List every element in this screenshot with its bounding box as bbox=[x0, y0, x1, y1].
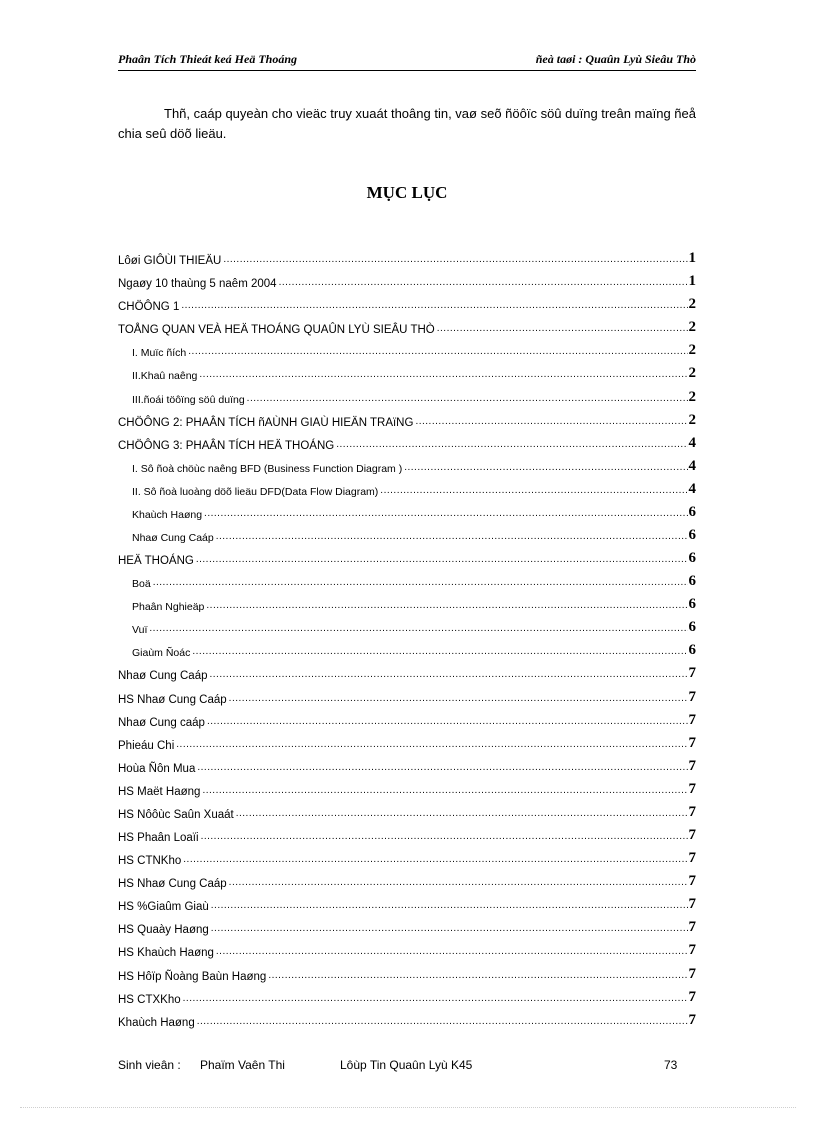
toc-leader-dots bbox=[202, 784, 687, 798]
toc-leader-dots bbox=[149, 622, 687, 636]
toc-entry-page: 7 bbox=[688, 942, 696, 959]
toc-entry-label: HS Quaày Haøng bbox=[118, 924, 209, 937]
toc-entry-label: Ngaøy 10 thaùng 5 naêm 2004 bbox=[118, 278, 277, 291]
toc-entry-label: Khaùch Haøng bbox=[118, 1016, 195, 1029]
page-header bbox=[118, 52, 696, 71]
toc-entry[interactable] bbox=[118, 983, 696, 1006]
toc-entry[interactable] bbox=[118, 267, 696, 290]
toc-entry[interactable] bbox=[118, 521, 696, 544]
toc-entry-page: 6 bbox=[688, 619, 696, 636]
toc-leader-dots bbox=[247, 392, 688, 406]
toc-leader-dots bbox=[279, 276, 688, 290]
footer-page-number: 73 bbox=[664, 1058, 678, 1072]
header-right-title: ñeà taøi : Quaûn Lyù Sieâu Thò bbox=[535, 52, 696, 66]
page-boundary-line bbox=[20, 1107, 796, 1108]
toc-entry[interactable] bbox=[118, 959, 696, 982]
toc-entry[interactable] bbox=[118, 729, 696, 752]
toc-leader-dots bbox=[236, 807, 688, 821]
toc-leader-dots bbox=[181, 299, 687, 313]
toc-entry-page: 1 bbox=[688, 250, 696, 267]
toc-entry-label: HS Hôïp Ñoàng Baùn Haøng bbox=[118, 970, 267, 983]
toc-entry-page: 7 bbox=[688, 803, 696, 820]
toc-leader-dots bbox=[437, 322, 688, 336]
toc-leader-dots bbox=[188, 345, 687, 359]
toc-leader-dots bbox=[216, 530, 688, 544]
toc-entry-label: HS Maët Haøng bbox=[118, 785, 201, 798]
toc-entry-page: 7 bbox=[688, 780, 696, 797]
toc-entry[interactable] bbox=[118, 475, 696, 498]
toc-entry-label: HS CTXKho bbox=[118, 993, 181, 1006]
toc-entry-label: Lôøi GIÔÙI THIEÄU bbox=[118, 255, 222, 268]
toc-leader-dots bbox=[380, 484, 687, 498]
toc-entry[interactable] bbox=[118, 429, 696, 452]
toc-entry-page: 2 bbox=[688, 388, 696, 405]
toc-entry[interactable] bbox=[118, 290, 696, 313]
toc-entry-page: 7 bbox=[688, 827, 696, 844]
toc-entry-page: 6 bbox=[688, 642, 696, 659]
toc-entry-label: Nhaø Cung Caáp bbox=[118, 670, 208, 683]
toc-entry[interactable] bbox=[118, 336, 696, 359]
toc-leader-dots bbox=[229, 876, 688, 890]
toc-entry[interactable] bbox=[118, 382, 696, 405]
toc-entry-page: 7 bbox=[688, 711, 696, 728]
toc-entry[interactable] bbox=[118, 567, 696, 590]
toc-entry-label: HS Khaùch Haøng bbox=[118, 947, 214, 960]
toc-entry-label: HS Phaân Loaïi bbox=[118, 832, 199, 845]
toc-entry[interactable] bbox=[118, 613, 696, 636]
toc-entry-page: 6 bbox=[688, 596, 696, 613]
toc-entry-page: 7 bbox=[688, 1011, 696, 1028]
toc-entry[interactable] bbox=[118, 313, 696, 336]
toc-leader-dots bbox=[153, 576, 688, 590]
toc-entry[interactable] bbox=[118, 244, 696, 267]
toc-leader-dots bbox=[223, 253, 687, 267]
toc-entry-label: CHÖÔNG 1 bbox=[118, 301, 180, 314]
toc-leader-dots bbox=[197, 761, 687, 775]
toc-entry-label: CHÖÔNG 2: PHAÂN TÍCH ñAÙNH GIAÙ HIEÄN TRAïNG bbox=[118, 416, 414, 429]
toc-leader-dots bbox=[268, 969, 687, 983]
toc-leader-dots bbox=[196, 553, 688, 567]
toc-entry-page: 2 bbox=[688, 411, 696, 428]
toc-entry-label: I. Muïc ñích bbox=[132, 347, 187, 360]
toc-entry-label: III.ñoái töôïng söû duïng bbox=[132, 393, 245, 406]
footer-student-name: Phaïm Vaên Thi bbox=[200, 1058, 285, 1072]
toc-entry-label: HEÄ THOÁNG bbox=[118, 555, 194, 568]
toc-leader-dots bbox=[216, 945, 688, 959]
toc-entry-page: 7 bbox=[688, 965, 696, 982]
toc-entry-page: 7 bbox=[688, 873, 696, 890]
toc-leader-dots bbox=[207, 715, 688, 729]
toc-entry-page: 7 bbox=[688, 688, 696, 705]
toc-entry[interactable] bbox=[118, 544, 696, 567]
toc-entry-label: II. Sô ñoà luoàng döõ lieäu DFD(Data Flow Diagram) bbox=[132, 485, 379, 498]
toc-entry-page: 4 bbox=[688, 457, 696, 474]
toc-leader-dots bbox=[176, 738, 687, 752]
toc-entry-page: 7 bbox=[688, 919, 696, 936]
toc-entry-label: HS Nôôùc Saûn Xuaát bbox=[118, 808, 234, 821]
toc-entry-page: 7 bbox=[688, 757, 696, 774]
toc-heading: MỤC LỤC bbox=[366, 183, 448, 202]
toc-entry[interactable] bbox=[118, 636, 696, 659]
toc-entry-label: TOÅNG QUAN VEÀ HEÄ THOÁNG QUAÛN LYÙ SIEÂU THÒ bbox=[118, 324, 435, 337]
toc-entry-label: HS Nhaø Cung Caáp bbox=[118, 693, 227, 706]
toc-entry-label: Hoùa Ñôn Mua bbox=[118, 762, 196, 775]
toc-leader-dots bbox=[210, 668, 688, 682]
toc-leader-dots bbox=[211, 922, 688, 936]
toc-leader-dots bbox=[211, 899, 688, 913]
toc-entry-page: 7 bbox=[688, 988, 696, 1005]
toc-entry[interactable] bbox=[118, 913, 696, 936]
toc-entry-page: 7 bbox=[688, 850, 696, 867]
toc-entry-page: 1 bbox=[688, 273, 696, 290]
toc-entry[interactable] bbox=[118, 821, 696, 844]
toc-entry[interactable] bbox=[118, 659, 696, 682]
toc-entry-page: 6 bbox=[688, 503, 696, 520]
page-footer bbox=[118, 1058, 696, 1076]
toc-leader-dots bbox=[183, 853, 687, 867]
toc-entry-label: HS CTNKho bbox=[118, 855, 182, 868]
header-left-title: Phaân Tích Thieát keá Heä Thoáng bbox=[118, 52, 298, 66]
toc-entry[interactable] bbox=[118, 752, 696, 775]
toc-entry-page: 6 bbox=[688, 573, 696, 590]
toc-entry[interactable] bbox=[118, 1006, 696, 1029]
toc-entry-label: I. Sô ñoà chöùc naêng BFD (Business Function Diagram ) bbox=[132, 462, 403, 475]
toc-entry-page: 2 bbox=[688, 319, 696, 336]
toc-leader-dots bbox=[206, 599, 687, 613]
toc-entry-page: 4 bbox=[688, 480, 696, 497]
toc-leader-dots bbox=[192, 645, 687, 659]
toc-entry-label: HS %Giaûm Giaù bbox=[118, 901, 209, 914]
toc-entry[interactable] bbox=[118, 775, 696, 798]
toc-entry-page: 2 bbox=[688, 365, 696, 382]
toc-entry[interactable] bbox=[118, 798, 696, 821]
toc-entry-page: 7 bbox=[688, 734, 696, 751]
toc-entry-label: Giaùm Ñoác bbox=[132, 647, 191, 660]
toc-entry[interactable] bbox=[118, 359, 696, 382]
toc-entry-page: 6 bbox=[688, 550, 696, 567]
toc-leader-dots bbox=[197, 1015, 688, 1029]
footer-student-label: Sinh vieân : bbox=[118, 1058, 181, 1072]
toc-leader-dots bbox=[404, 461, 687, 475]
toc-entry[interactable] bbox=[118, 682, 696, 705]
toc-entry-label: Vuï bbox=[132, 624, 148, 637]
toc-entry-label: Nhaø Cung Caáp bbox=[132, 532, 214, 545]
toc-entry-page: 4 bbox=[688, 434, 696, 451]
toc-entry-page: 2 bbox=[688, 296, 696, 313]
toc-entry[interactable] bbox=[118, 406, 696, 429]
toc-entry[interactable] bbox=[118, 706, 696, 729]
toc-entry-label: Khaùch Haøng bbox=[132, 508, 203, 521]
toc-leader-dots bbox=[204, 507, 687, 521]
toc-leader-dots bbox=[415, 415, 687, 429]
intro-text: Thñ, caáp quyeàn cho vieäc truy xuaát thoâng tin, vaø seõ ñöôïc söû duïng treân maïng ñeå chia seû döõ lieäu. bbox=[118, 106, 696, 141]
toc-entry[interactable] bbox=[118, 867, 696, 890]
toc-leader-dots bbox=[183, 992, 688, 1006]
toc-entry-label: CHÖÔNG 3: PHAÂN TÍCH HEÄ THOÁNG bbox=[118, 439, 335, 452]
toc-entry-page: 7 bbox=[688, 665, 696, 682]
toc-entry[interactable] bbox=[118, 498, 696, 521]
toc-entry-page: 6 bbox=[688, 527, 696, 544]
toc-entry-label: HS Nhaø Cung Caáp bbox=[118, 878, 227, 891]
toc-entry-label: Phieáu Chi bbox=[118, 739, 175, 752]
footer-class: Lôùp Tin Quaûn Lyù K45 bbox=[340, 1058, 473, 1072]
toc-leader-dots bbox=[199, 368, 687, 382]
toc-leader-dots bbox=[201, 830, 688, 844]
toc-entry[interactable] bbox=[118, 890, 696, 913]
toc-entry[interactable] bbox=[118, 936, 696, 959]
intro-paragraph bbox=[118, 104, 696, 144]
toc-leader-dots bbox=[229, 692, 688, 706]
toc-entry-label: II.Khaû naêng bbox=[132, 370, 198, 383]
toc-entry-label: Boä bbox=[132, 578, 151, 591]
table-of-contents bbox=[118, 244, 696, 1029]
toc-entry[interactable] bbox=[118, 590, 696, 613]
toc-entry-page: 7 bbox=[688, 896, 696, 913]
toc-leader-dots bbox=[336, 438, 687, 452]
toc-entry-label: Phaân Nghieäp bbox=[132, 601, 205, 614]
toc-entry[interactable] bbox=[118, 452, 696, 475]
toc-entry-page: 2 bbox=[688, 342, 696, 359]
toc-entry[interactable] bbox=[118, 844, 696, 867]
toc-entry-label: Nhaø Cung caáp bbox=[118, 716, 205, 729]
